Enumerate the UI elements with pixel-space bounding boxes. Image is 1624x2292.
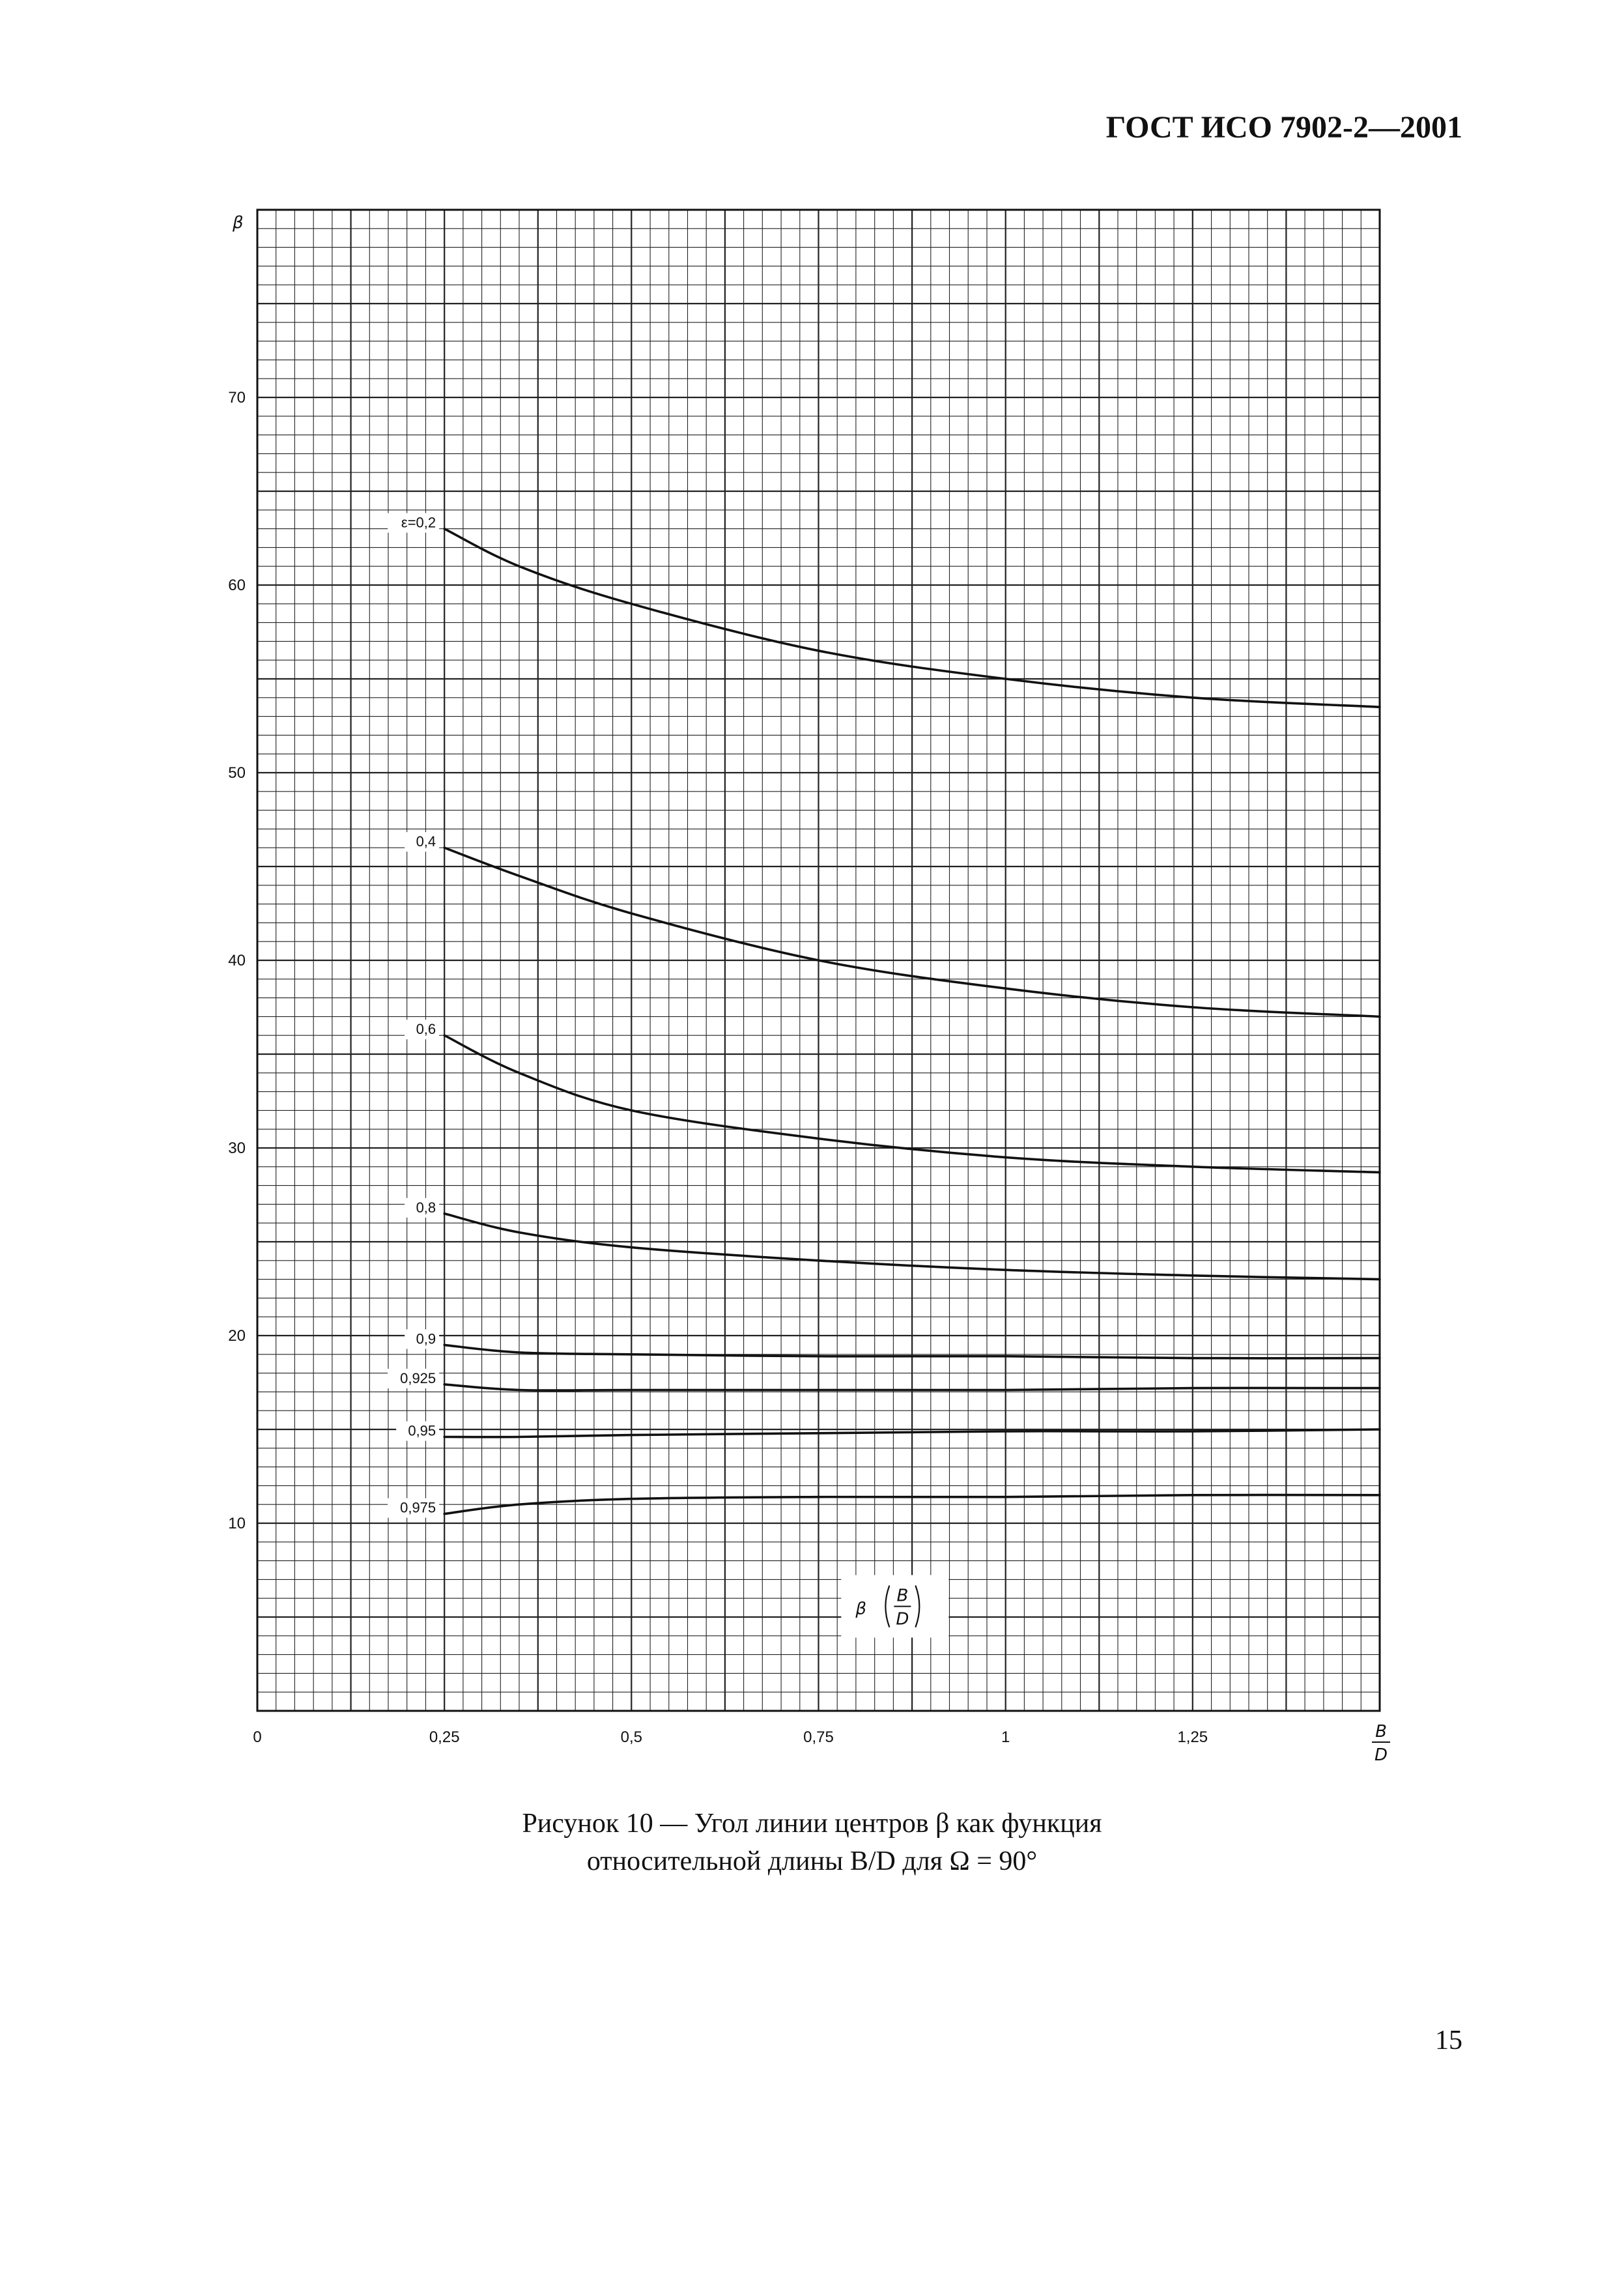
curve-labels — [388, 513, 439, 1518]
y-tick-label: 20 — [228, 1327, 246, 1345]
curve-label-4: 0,8 — [416, 1199, 436, 1216]
x-tick-labels — [253, 1728, 1208, 1746]
y-tick-label: 10 — [228, 1515, 246, 1532]
x-tick-label: 0 — [253, 1728, 262, 1746]
y-axis-label: β — [233, 213, 244, 233]
inset-numerator: B — [896, 1586, 909, 1606]
curve-label-8: 0,975 — [400, 1499, 436, 1516]
x-axis-label-numerator: B — [1375, 1722, 1387, 1741]
y-tick-label: 30 — [228, 1139, 246, 1157]
curve-label-6: 0,925 — [400, 1369, 436, 1386]
curve-label-1: ε=0,2 — [401, 514, 436, 531]
x-tick-label: 0,75 — [803, 1728, 834, 1746]
figure-caption — [0, 1805, 1624, 1880]
curve-label-5: 0,9 — [416, 1330, 436, 1347]
curve-label-3: 0,6 — [416, 1021, 436, 1038]
caption-line-1: Рисунок 10 — Угол линии центров β как функция — [522, 1809, 1102, 1839]
y-tick-label: 40 — [228, 952, 246, 969]
x-tick-label: 0,5 — [620, 1728, 642, 1746]
inset-denominator: D — [896, 1609, 909, 1629]
standard-header: ГОСТ ИСО 7902-2—2001 — [1105, 110, 1462, 145]
x-axis-label — [1372, 1722, 1390, 1765]
y-tick-label: 50 — [228, 764, 246, 782]
y-tick-labels — [228, 389, 246, 1532]
y-tick-label: 60 — [228, 577, 246, 594]
inset-label-box — [841, 1575, 948, 1638]
x-axis-label-denominator: D — [1374, 1745, 1388, 1765]
curve-label-7: 0,95 — [408, 1422, 436, 1439]
curve-label-2: 0,4 — [416, 833, 436, 850]
caption-line-2: относительной длины B/D для Ω = 90° — [586, 1846, 1038, 1876]
x-tick-label: 0,25 — [429, 1728, 460, 1746]
x-tick-label: 1 — [1001, 1728, 1010, 1746]
y-tick-label: 70 — [228, 389, 246, 407]
page-number: 15 — [1435, 2026, 1462, 2056]
inset-beta: β — [855, 1599, 866, 1619]
x-tick-label: 1,25 — [1177, 1728, 1208, 1746]
